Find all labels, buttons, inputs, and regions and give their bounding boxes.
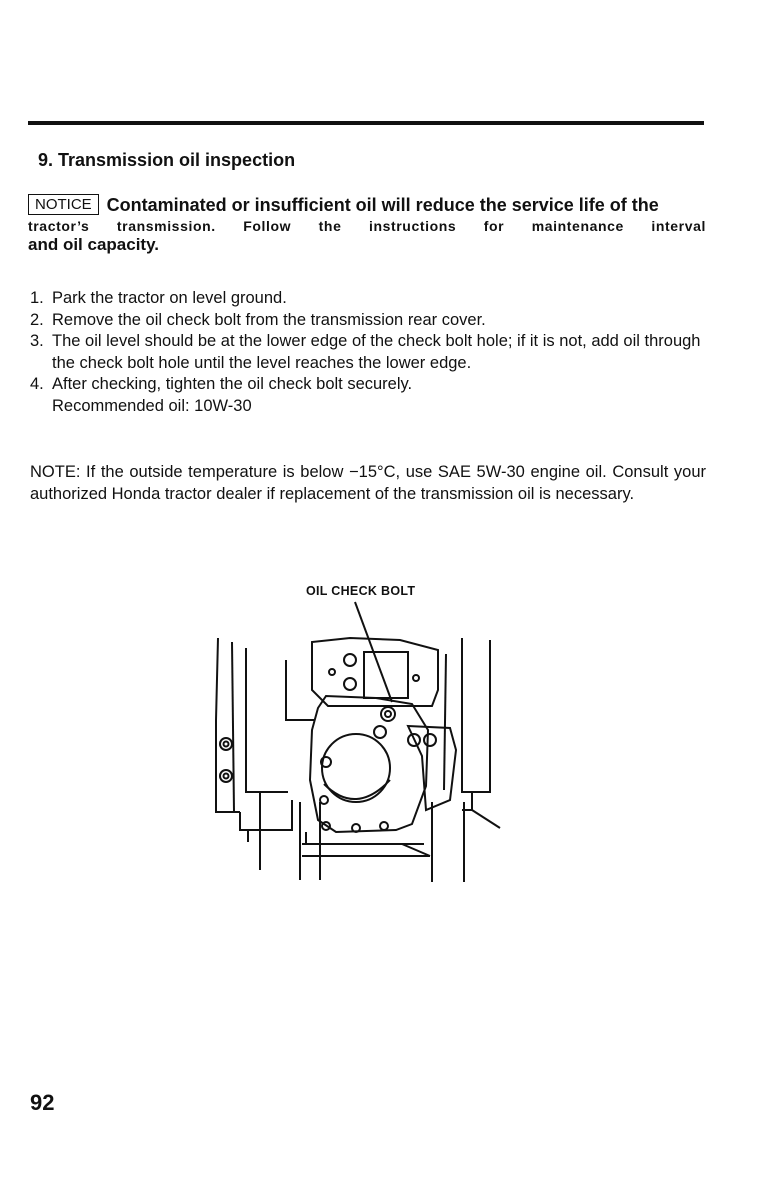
notice-block [28, 194, 706, 255]
step-text: After checking, tighten the oil check bolt securely. [52, 375, 413, 393]
recommended-oil: Recommended oil: 10W-30 [52, 396, 252, 415]
step-text: Park the tractor on level ground. [52, 289, 287, 307]
notice-tail: and oil capacity. [28, 235, 160, 254]
list-item [30, 310, 706, 332]
step-number: 2. [30, 310, 44, 329]
step-text: Remove the oil check bolt from the transmission rear cover. [52, 310, 486, 329]
section-title: 9. Transmission oil inspection [38, 150, 296, 170]
page-number: 92 [30, 1090, 55, 1115]
list-item [30, 374, 706, 417]
list-item [30, 288, 706, 310]
transmission-figure [200, 580, 520, 900]
step-number: 1. [30, 289, 44, 307]
top-rule [28, 121, 704, 125]
step-number: 4. [30, 375, 44, 393]
oil-check-bolt-label: OIL CHECK BOLT [306, 584, 416, 598]
temperature-note: NOTE: If the outside temperature is below −15°C, use SAE 5W-30 engine oil. Consult your authorized Honda tractor dealer if replacement of the transmission oil is necessary. [30, 463, 706, 503]
transmission-illustration [200, 580, 520, 900]
notice-badge: NOTICE [28, 194, 99, 215]
notice-middle: tractor’s transmission. Follow the instructions for maintenance interval [28, 218, 706, 234]
notice-lead: Contaminated or insufficient oil will reduce the service life of the [106, 195, 659, 215]
list-item [30, 331, 706, 374]
steps-list [30, 288, 706, 417]
step-number: 3. [30, 332, 44, 350]
step-text: The oil level should be at the lower edge of the check bolt hole; if it is not, add oil through the check bolt hole until the level reaches the lower edge. [52, 332, 701, 372]
